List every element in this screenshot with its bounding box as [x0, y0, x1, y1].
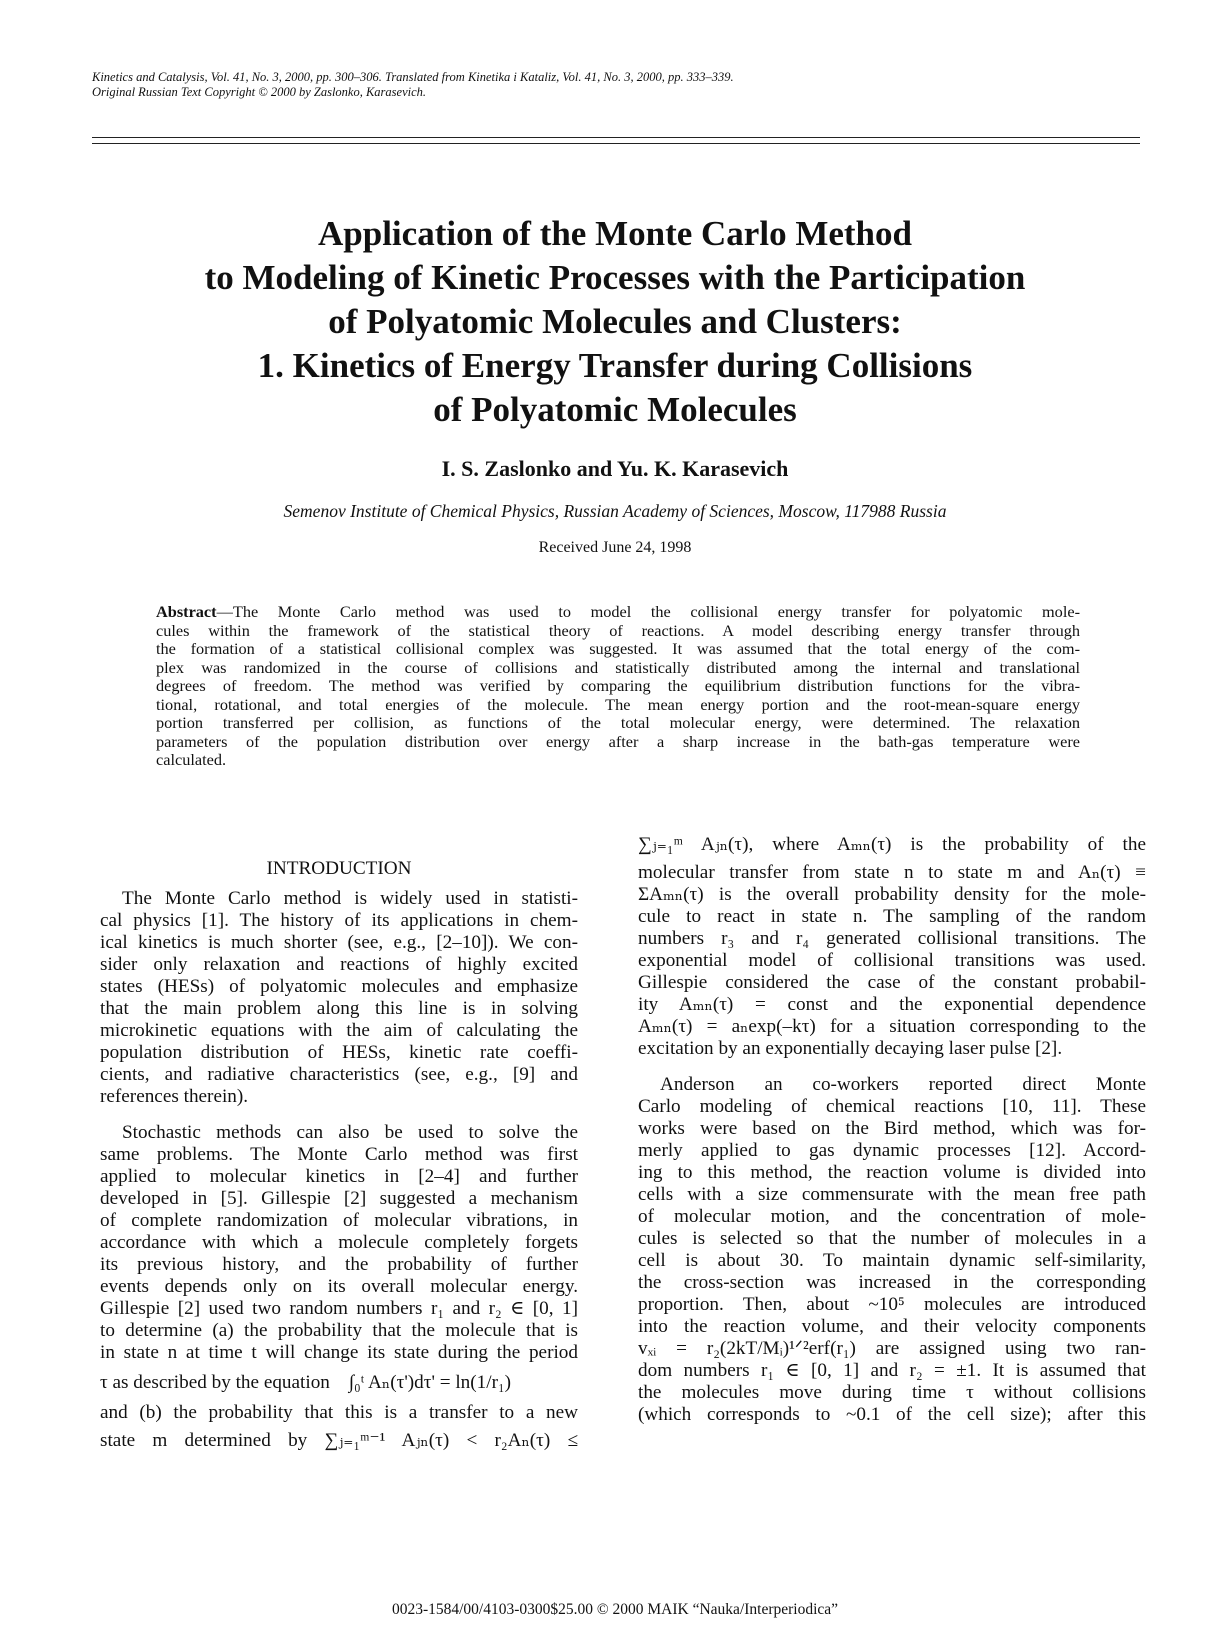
text-line: the cross-section was increased in the corresponding — [638, 1272, 1146, 1293]
text-line: states (HESs) of polyatomic molecules and emphasize — [100, 976, 578, 997]
journal-header — [92, 70, 734, 100]
abstract-line: parameters of the population distribution over energy after a sharp increase in the bath-gas temperature were — [156, 731, 1080, 751]
abstract-line: plex was randomized in the course of collisions and statistically distributed among the internal and translational — [156, 657, 1080, 677]
right-column — [638, 828, 1146, 1426]
abstract-line: calculated. — [156, 750, 227, 769]
text-line: cal physics [1]. The history of its applications in chem- — [100, 910, 578, 931]
equation-line — [100, 1424, 578, 1458]
text-line: that the main problem along this line is in solving — [100, 998, 578, 1019]
authors: I. S. Zaslonko and Yu. K. Karasevich — [441, 456, 789, 481]
section-heading-introduction: INTRODUCTION — [266, 858, 412, 879]
text-line: of molecular motion, and the concentration of mole- — [638, 1206, 1146, 1227]
article-title — [90, 212, 1140, 432]
text-line: cell is about 30. To maintain dynamic self-similarity, — [638, 1250, 1146, 1271]
text-line: cule to react in state n. The sampling of the random — [638, 906, 1146, 927]
text-line: to determine (a) the probability that the molecule that is — [100, 1320, 578, 1341]
abstract-line: cules within the framework of the statistical theory of reactions. A model describing energy transfer through — [156, 620, 1080, 640]
text-line: ΣAₘₙ(τ) is the overall probability density for the mole- — [638, 884, 1146, 905]
abstract-line — [156, 603, 1080, 622]
text-line: merly applied to gas dynamic processes [12]. Accord- — [638, 1140, 1146, 1161]
text-line: its previous history, and the probability of further — [100, 1254, 578, 1275]
equation-trail-text: where Aₘₙ(τ) is the probability of the — [772, 834, 1146, 855]
header-rule-bottom — [92, 143, 1140, 144]
abstract-text: —The Monte Carlo method was used to model the collisional energy transfer for polyatomic mole- — [216, 602, 1080, 621]
text-line: in state n at time t will change its state during the period — [100, 1342, 578, 1363]
text-line: Carlo modeling of chemical reactions [10, 11]. These — [638, 1096, 1146, 1117]
equation-line — [100, 1364, 578, 1402]
copyright-line: Original Russian Text Copyright © 2000 by Zaslonko, Karasevich. — [92, 85, 427, 99]
text-line: population distribution of HESs, kinetic rate coeffi- — [100, 1042, 578, 1063]
text-line: same problems. The Monte Carlo method was first — [100, 1144, 578, 1165]
abstract — [156, 603, 1080, 770]
text-line: ing to this method, the reaction volume is divided into — [638, 1162, 1146, 1183]
text-line: excitation by an exponentially decaying laser pulse [2]. — [638, 1038, 1063, 1059]
title-line: to Modeling of Kinetic Processes with the Participation — [204, 258, 1026, 297]
text-line: Anderson an co-workers reported direct Monte — [660, 1074, 1146, 1095]
text-line: accordance with which a molecule completely forgets — [100, 1232, 578, 1253]
title-line: Application of the Monte Carlo Method — [318, 214, 912, 253]
received-date: Received June 24, 1998 — [538, 539, 692, 556]
text-line: Gillespie considered the case of the constant probabil- — [638, 972, 1146, 993]
text-line: into the reaction volume, and their velocity components — [638, 1316, 1146, 1337]
journal-citation: Kinetics and Catalysis, Vol. 41, No. 3, 2000, pp. 300–306. Translated from Kinetika i Kataliz, Vol. 41, No. 3, 2000, pp. 333–339. — [92, 70, 734, 84]
equation-line — [638, 828, 1146, 862]
text-line: The Monte Carlo method is widely used in statisti- — [122, 888, 578, 909]
equation-formula: ∑ⱼ₌₁ᵐ⁻¹ Aⱼₙ(τ) < r₂Aₙ(τ) ≤ — [324, 1430, 578, 1451]
text-line: (which corresponds to ~0.1 of the cell size); after this — [638, 1404, 1146, 1425]
abstract-line: degrees of freedom. The method was verified by comparing the equilibrium distribution functions for the vibra- — [156, 676, 1080, 695]
text-line: works were based on the Bird method, which was for- — [638, 1118, 1146, 1139]
text-line: vₓᵢ = r₂(2kT/Mᵢ)¹ᐟ²erf(r₁) are assigned using two ran- — [638, 1338, 1146, 1359]
text-line: Gillespie [2] used two random numbers r₁ and r₂ ∈ [0, 1] — [100, 1298, 578, 1319]
text-line: events depends only on its overall molecular energy. — [100, 1276, 578, 1297]
text-line: microkinetic equations with the aim of calculating the — [100, 1020, 578, 1041]
text-line: the molecules move during time τ without collisions — [638, 1382, 1146, 1403]
title-line: 1. Kinetics of Energy Transfer during Collisions — [257, 346, 973, 385]
equation-formula: ∑ⱼ₌₁ᵐ Aⱼₙ(τ), — [638, 834, 754, 855]
text-line: ical kinetics is much shorter (see, e.g., [2–10]). We con- — [100, 932, 578, 953]
text-line: cules is selected so that the number of molecules in a — [638, 1228, 1146, 1249]
text-line: developed in [5]. Gillespie [2] suggested a mechanism — [100, 1188, 578, 1209]
left-column — [100, 858, 578, 1458]
text-line: cells with a size commensurate with the mean free path — [638, 1184, 1146, 1205]
text-line: cients, and radiative characteristics (see, e.g., [9] and — [100, 1064, 578, 1085]
text-line: proportion. Then, about ~10⁵ molecules are introduced — [638, 1294, 1146, 1315]
title-line: of Polyatomic Molecules and Clusters: — [328, 302, 902, 341]
equation-formula: ∫₀ᵗ Aₙ(τ')dτ' = ln(1/r₁) — [348, 1372, 512, 1393]
text-line: and (b) the probability that this is a transfer to a new — [100, 1402, 578, 1423]
abstract-label: Abstract — [156, 602, 217, 621]
text-line: dom numbers r₁ ∈ [0, 1] and r₂ = ±1. It is assumed that — [638, 1360, 1146, 1381]
footer-issn: 0023-1584/00/4103-0300$25.00 © 2000 MAIK “Nauka/Interperiodica” — [391, 1601, 839, 1618]
equation-lead-text: state m determined by — [100, 1430, 308, 1451]
text-line: exponential model of collisional transitions was used. — [638, 950, 1146, 971]
abstract-line: the formation of a statistical collisional complex was suggested. It was assumed that the total energy of the com- — [156, 639, 1080, 658]
text-line: numbers r₃ and r₄ generated collisional transitions. The — [638, 928, 1146, 949]
text-line: Aₘₙ(τ) = aₙexp(–kτ) for a situation corresponding to the — [638, 1016, 1146, 1037]
text-line: applied to molecular kinetics in [2–4] and further — [100, 1166, 578, 1187]
affiliation: Semenov Institute of Chemical Physics, Russian Academy of Sciences, Moscow, 117988 Russia — [283, 501, 947, 521]
title-line: of Polyatomic Molecules — [433, 390, 797, 429]
text-line: Stochastic methods can also be used to solve the — [122, 1122, 578, 1143]
text-line: ity Aₘₙ(τ) = const and the exponential dependence — [638, 994, 1146, 1015]
equation-lead-text: τ as described by the equation — [100, 1372, 330, 1393]
text-line: molecular transfer from state n to state m and Aₙ(τ) ≡ — [638, 862, 1146, 883]
text-line: sider only relaxation and reactions of highly excited — [100, 954, 578, 975]
abstract-line: portion transferred per collision, as functions of the total molecular energy, were determined. The relaxation — [156, 713, 1080, 732]
abstract-line: tional, rotational, and total energies of the molecule. The mean energy portion and the root-mean-square energy — [156, 694, 1080, 714]
header-rule-top — [92, 137, 1140, 138]
text-line: of complete randomization of molecular vibrations, in — [100, 1210, 578, 1231]
text-line: references therein). — [100, 1086, 249, 1107]
